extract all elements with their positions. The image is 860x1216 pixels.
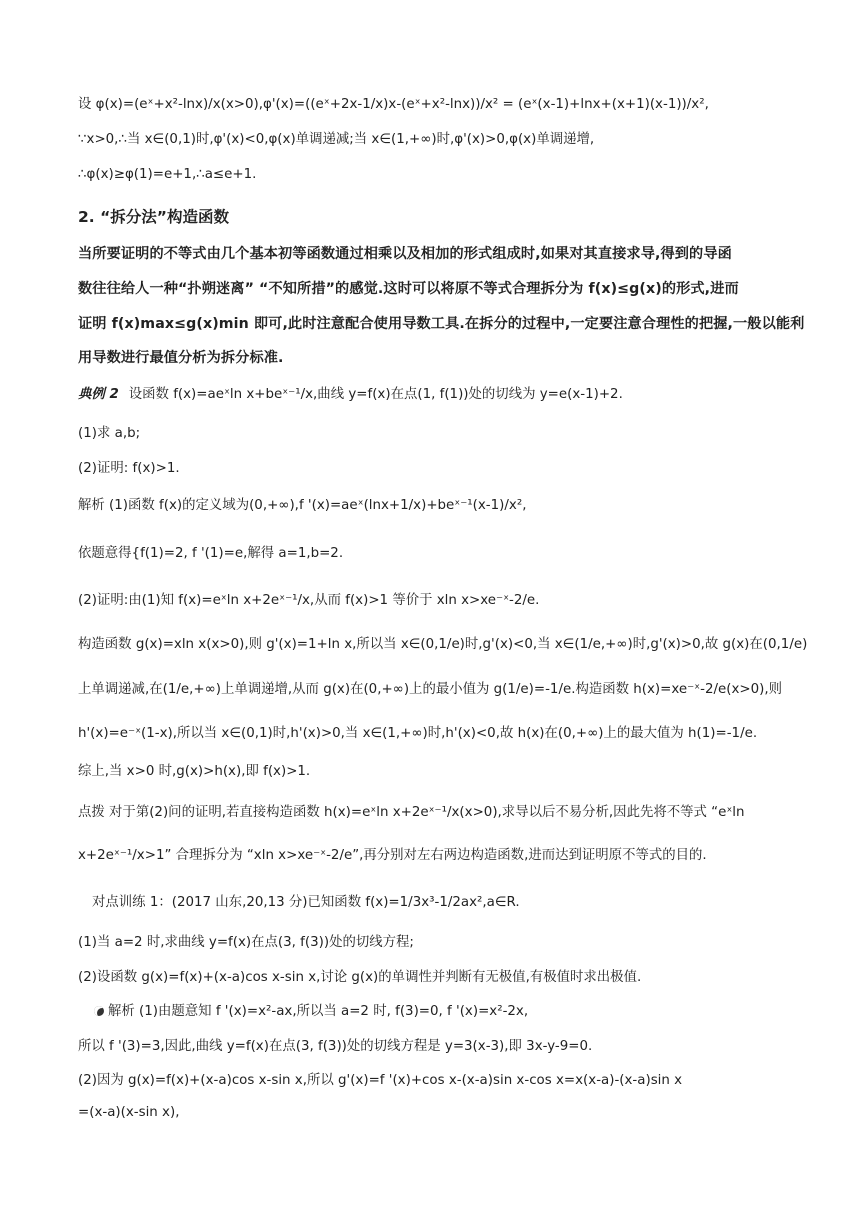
section-heading: 2. “拆分法”构造函数 [78,208,229,226]
bold-paragraph-line: 用导数进行最值分析为拆分标准. [78,350,284,366]
text-line: 构造函数 g(x)=xln x(x>0),则 g'(x)=1+ln x,所以当 x∈(0,1/e)时,g'(x)<0,当 x∈(1/e,+∞)时,g'(x)>0,故 g(x)在(0,1/e) [78,637,808,652]
answer-line [94,1003,528,1021]
bold-paragraph-line: 数往往给人一种“扑朔迷离” “不知所措”的感觉.这时可以将原不等式合理拆分为 f(x)≤g(x)的形式,进而 [78,281,739,297]
text-line: x+2eˣ⁻¹/x>1” 合理拆分为 “xln x>xe⁻ˣ-2/e”,再分别对左右两边构造函数,进而达到证明原不等式的目的. [78,848,707,863]
text-line: 点拨 对于第(2)问的证明,若直接构造函数 h(x)=eˣln x+2eˣ⁻¹/x(x>0),求导以后不易分析,因此先将不等式 “eˣln [78,805,745,820]
text-line: 综上,当 x>0 时,g(x)>h(x),即 f(x)>1. [78,764,311,779]
bullet-icon [94,1006,104,1016]
text-line: (2)证明:由(1)知 f(x)=eˣln x+2eˣ⁻¹/x,从而 f(x)>1 等价于 xln x>xe⁻ˣ-2/e. [78,593,540,608]
text-line: 对点训练 1：(2017 山东,20,13 分)已知函数 f(x)=1/3x³-1/2ax²,a∈R. [92,895,520,910]
text-line: 依题意得{f(1)=2, f '(1)=e,解得 a=1,b=2. [78,546,344,561]
text-line: ∴φ(x)≥φ(1)=e+1,∴a≤e+1. [78,167,257,182]
text-line: h'(x)=e⁻ˣ(1-x),所以当 x∈(0,1)时,h'(x)>0,当 x∈(1,+∞)时,h'(x)<0,故 h(x)在(0,+∞)上的最大值为 h(1)=-1/e. [78,726,758,741]
text-line: (2)证明: f(x)>1. [78,461,180,476]
example-label: 典例 2 [78,387,119,402]
text-line: 上单调递减,在(1/e,+∞)上单调递增,从而 g(x)在(0,+∞)上的最小值为 g(1/e)=-1/e.构造函数 h(x)=xe⁻ˣ-2/e(x>0),则 [78,682,782,697]
text-line: 所以 f '(3)=3,因此,曲线 y=f(x)在点(3, f(3))处的切线方程是 y=3(x-3),即 3x-y-9=0. [78,1039,593,1054]
answer-text: 解析 (1)由题意知 f '(x)=x²-ax,所以当 a=2 时, f(3)=0, f '(x)=x²-2x, [108,1004,529,1019]
bold-paragraph-line: 当所要证明的不等式由几个基本初等函数通过相乘以及相加的形式组成时,如果对其直接求导,得到的导函 [78,246,732,262]
text-line: =(x-a)(x-sin x), [78,1105,180,1120]
text-line: (1)求 a,b; [78,426,141,441]
text-line: ∵x>0,∴当 x∈(0,1)时,φ'(x)<0,φ(x)单调递减;当 x∈(1,+∞)时,φ'(x)>0,φ(x)单调递增, [78,132,595,147]
text-line: (2)因为 g(x)=f(x)+(x-a)cos x-sin x,所以 g'(x)=f '(x)+cos x-(x-a)sin x-cos x=x(x-a)-(x-a)sin x [78,1073,683,1088]
text-line: 解析 (1)函数 f(x)的定义域为(0,+∞),f '(x)=aeˣ(lnx+1/x)+beˣ⁻¹(x-1)/x², [78,498,527,513]
text-line: 设 φ(x)=(eˣ+x²-lnx)/x(x>0),φ'(x)=((eˣ+2x-1/x)x-(eˣ+x²-lnx))/x² = (eˣ(x-1)+lnx+(x+1)(x-1))/x², [78,97,709,112]
bold-paragraph-line: 证明 f(x)max≤g(x)min 即可,此时注意配合使用导数工具.在拆分的过程中,一定要注意合理性的把握,一般以能利 [78,316,805,332]
example-line [78,386,623,404]
example-text: 设函数 f(x)=aeˣln x+beˣ⁻¹/x,曲线 y=f(x)在点(1, f(1))处的切线为 y=e(x-1)+2. [128,387,623,402]
text-line: (1)当 a=2 时,求曲线 y=f(x)在点(3, f(3))处的切线方程; [78,935,414,950]
text-line: (2)设函数 g(x)=f(x)+(x-a)cos x-sin x,讨论 g(x)的单调性并判断有无极值,有极值时求出极值. [78,970,642,985]
